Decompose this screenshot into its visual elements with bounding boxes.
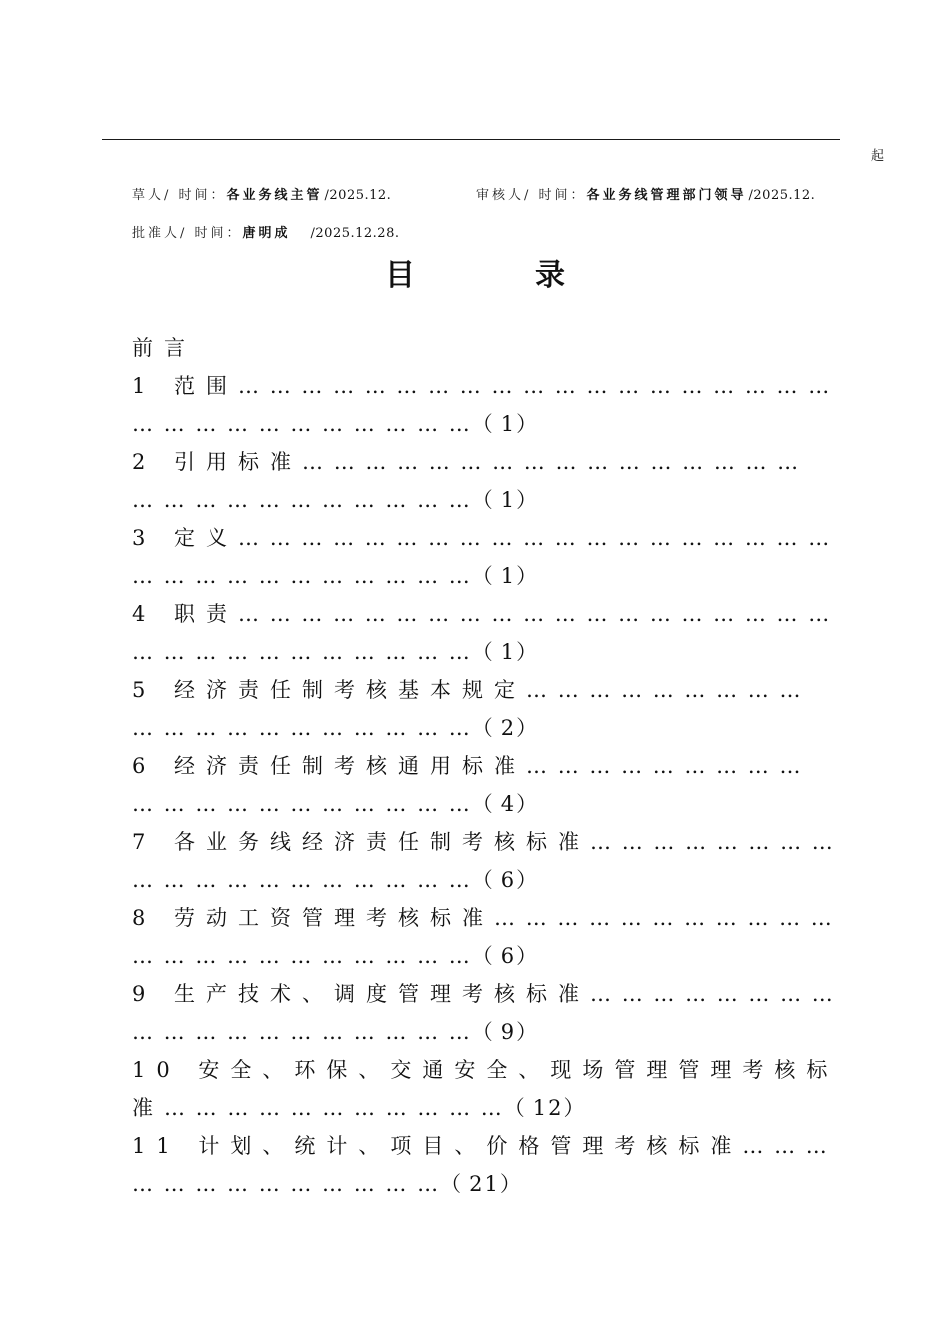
toc-entry-title: 7 各业务线经济责任制考核标准 <box>132 830 591 854</box>
toc-entries <box>132 367 858 1203</box>
toc-leader-dots: … … … … … … … … … … … <box>132 640 472 664</box>
approver-date: /2025.12.28. <box>310 226 400 241</box>
toc-entry-line1[interactable] <box>132 899 858 937</box>
toc-leader-dots: … … … … … … … … … … <box>132 1172 441 1196</box>
toc-entry-line2[interactable] <box>132 633 858 671</box>
toc-entry-line2[interactable] <box>132 405 858 443</box>
toc-leader-dots: … … … … … … … … … … … … … … … … … … … <box>238 374 832 398</box>
toc-entry-line2[interactable] <box>132 1165 858 1203</box>
toc-entry-line1[interactable] <box>132 443 858 481</box>
toc-entry-title: 5 经济责任制考核基本规定 <box>132 678 527 702</box>
toc-entry-line1[interactable] <box>132 519 858 557</box>
toc-entry-line2[interactable] <box>132 709 858 747</box>
toc-entry-title: 8 劳动工资管理考核标准 <box>132 906 495 930</box>
toc-leader-dots: … … … … … … … … … … … … … … … … … … … <box>238 526 832 550</box>
toc-entry-line1[interactable] <box>132 1127 858 1165</box>
toc-leader-dots: … … … … … … … … … … … <box>132 564 472 588</box>
approver-value: 唐明成 <box>242 226 291 241</box>
toc-entry-title: 4 职责 <box>132 602 239 626</box>
toc-leader-dots: … … … … … … … … … … … <box>132 412 472 436</box>
toc-entry-line2[interactable] <box>132 785 858 823</box>
toc-entry-continuation: 准 <box>132 1096 164 1120</box>
toc-entry-title: 1 范围 <box>132 374 239 398</box>
toc-page-number: （21） <box>440 1172 529 1196</box>
toc-leader-dots: … … … <box>742 1134 829 1158</box>
toc-leader-dots: … … … … … … … … … … … <box>132 944 472 968</box>
toc-page-number: （1） <box>471 488 546 512</box>
toc-page-number: （1） <box>471 640 546 664</box>
reviewer-label: 审核人/ 时间： <box>476 188 587 203</box>
toc-entry-line1[interactable] <box>132 823 858 861</box>
title-char-right: 录 <box>535 258 565 293</box>
toc-page-number: （2） <box>471 716 546 740</box>
toc-leader-dots: … … … … … … … … … … … <box>132 1020 472 1044</box>
toc-leader-dots: … … … … … … … … … … … <box>494 906 834 930</box>
toc-page-number: （6） <box>471 944 546 968</box>
drafter-value: 各业务线主管 <box>226 188 323 203</box>
toc-preface[interactable]: 前言 <box>132 336 196 360</box>
toc-entry-title: 6 经济责任制考核通用标准 <box>132 754 527 778</box>
page-title <box>0 250 950 294</box>
toc-leader-dots: … … … … … … … … … … … <box>164 1096 504 1120</box>
toc-entry-line2[interactable] <box>132 1013 858 1051</box>
toc-entry-line2[interactable] <box>132 861 858 899</box>
toc-entry-line1[interactable] <box>132 747 858 785</box>
toc-page-number: （12） <box>503 1096 593 1120</box>
drafter-label: 草人/ 时间： <box>132 188 227 203</box>
header-qi-char: 起 <box>871 149 886 164</box>
toc-leader-dots: … … … … … … … … … … … <box>132 716 472 740</box>
toc-page-number: （4） <box>471 792 546 816</box>
toc-leader-dots: … … … … … … … … <box>590 830 835 854</box>
toc-entry-title: 3 定义 <box>132 526 239 550</box>
toc-leader-dots: … … … … … … … … … … … … … … … … … … … <box>238 602 832 626</box>
toc-entry-title: 10 安全、环保、交通安全、现场管理管理考核标 <box>132 1058 839 1082</box>
title-char-left: 目 <box>385 258 415 293</box>
toc-page-number: （9） <box>471 1020 546 1044</box>
toc-leader-dots: … … … … … … … … … <box>526 754 803 778</box>
toc-entry-line2[interactable] <box>132 481 858 519</box>
toc-leader-dots: … … … … … … … … … … … … … … … … <box>302 450 801 474</box>
toc-leader-dots: … … … … … … … … <box>590 982 835 1006</box>
drafter-date: /2025.12. <box>324 188 392 203</box>
toc-leader-dots: … … … … … … … … … <box>526 678 803 702</box>
reviewer-date: /2025.12. <box>748 188 816 203</box>
toc-entry-line1[interactable] <box>132 367 858 405</box>
toc-entry-line1[interactable] <box>132 595 858 633</box>
toc-leader-dots: … … … … … … … … … … … <box>132 868 472 892</box>
reviewer-value: 各业务线管理部门领导 <box>586 188 747 203</box>
header-rule <box>102 139 840 140</box>
toc-page-number: （6） <box>471 868 546 892</box>
toc-leader-dots: … … … … … … … … … … … <box>132 792 472 816</box>
toc-leader-dots: … … … … … … … … … … … <box>132 488 472 512</box>
toc-entry-line2[interactable] <box>132 1089 858 1127</box>
toc-entry-title: 11 计划、统计、项目、价格管理考核标准 <box>132 1134 743 1158</box>
reviewer-line <box>476 184 815 203</box>
drafter-line <box>132 184 391 203</box>
toc-entry-line2[interactable] <box>132 937 858 975</box>
approver-label: 批准人/ 时间： <box>132 226 243 241</box>
approver-line <box>132 222 399 241</box>
toc-entry-line1[interactable] <box>132 975 858 1013</box>
toc-entry-title: 9 生产技术、调度管理考核标准 <box>132 982 591 1006</box>
toc-entry-line1[interactable] <box>132 671 858 709</box>
toc-page-number: （1） <box>471 412 546 436</box>
toc-entry-line1[interactable] <box>132 1051 858 1089</box>
toc-entry-title: 2 引用标准 <box>132 450 303 474</box>
toc-entry-line2[interactable] <box>132 557 858 595</box>
toc-page-number: （1） <box>471 564 546 588</box>
table-of-contents <box>132 329 858 1203</box>
